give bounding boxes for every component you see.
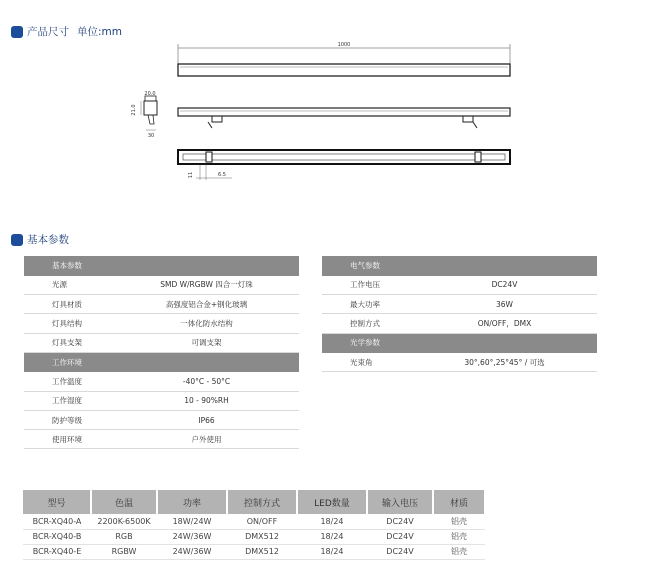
clip-label: 30: [147, 133, 155, 139]
param-value: 36W: [412, 295, 597, 314]
side-bracket-right-foot: [473, 122, 477, 128]
right-parameter-table: [322, 256, 597, 372]
table-group-header: [322, 333, 597, 352]
table-group-header: [24, 256, 299, 275]
spec-cell: BCR-XQ40-A: [23, 514, 91, 529]
group-title: 基本参数: [24, 256, 299, 275]
param-value: -40°C - 50°C: [114, 372, 299, 391]
group-title: 电气参数: [322, 256, 597, 275]
param-label: 防护等级: [24, 410, 114, 429]
spec-cell: 18/24: [297, 529, 367, 544]
bracket-label-left: 11: [188, 171, 194, 179]
table-row: [23, 514, 485, 529]
dimension-drawing: [120, 38, 520, 188]
table-row: [24, 333, 299, 352]
table-row: [322, 314, 597, 333]
param-value: 户外使用: [114, 430, 299, 449]
group-title: 光学参数: [322, 333, 597, 352]
table-row: [322, 295, 597, 314]
param-label: 灯具材质: [24, 295, 114, 314]
spec-header-cell: 控制方式: [227, 490, 297, 514]
left-parameter-table: [24, 256, 299, 449]
param-value: ON/OFF，DMX: [412, 314, 597, 333]
size-section-title: [11, 24, 122, 39]
profile-section: [144, 101, 157, 115]
spec-cell: DC24V: [367, 529, 433, 544]
spec-header-cell: 功率: [157, 490, 227, 514]
size-section-unit: 单位:mm: [77, 26, 122, 38]
side-bracket-left-foot: [208, 122, 212, 128]
basic-section-heading: 基本参数: [27, 234, 69, 246]
height-label: 21.0: [131, 104, 137, 116]
param-label: 工作电压: [322, 275, 412, 294]
spec-cell: DC24V: [367, 544, 433, 559]
table-row: [24, 295, 299, 314]
spec-header-cell: 材质: [433, 490, 485, 514]
group-title: 工作环境: [24, 352, 299, 371]
param-value: 高强度铝合金+钢化玻璃: [114, 295, 299, 314]
side-bracket-left: [212, 116, 222, 122]
table-group-header: [322, 256, 597, 275]
param-value: 10 - 90%RH: [114, 391, 299, 410]
spec-header-cell: 输入电压: [367, 490, 433, 514]
side-bracket-right: [463, 116, 473, 122]
param-label: 控制方式: [322, 314, 412, 333]
spec-cell: BCR-XQ40-E: [23, 544, 91, 559]
spec-header-cell: 色温: [91, 490, 157, 514]
basic-section-title: [11, 232, 69, 247]
spec-cell: DC24V: [367, 514, 433, 529]
length-label: 1000: [337, 42, 351, 48]
param-label: 灯具支架: [24, 333, 114, 352]
spec-cell: 18W/24W: [157, 514, 227, 529]
spec-header-row: [23, 490, 485, 514]
spec-cell: 2200K-6500K: [91, 514, 157, 529]
param-label: 最大功率: [322, 295, 412, 314]
section-bullet-icon: [11, 234, 23, 246]
bottom-mount-right: [475, 152, 481, 162]
size-section-heading: 产品尺寸: [27, 26, 69, 38]
table-row: [24, 410, 299, 429]
spec-cell: DMX512: [227, 544, 297, 559]
table-row: [23, 529, 485, 544]
bottom-mount-left: [206, 152, 212, 162]
spec-cell: 24W/36W: [157, 529, 227, 544]
spec-cell: 铝壳: [433, 529, 485, 544]
spec-cell: 18/24: [297, 544, 367, 559]
spec-cell: 24W/36W: [157, 544, 227, 559]
spec-cell: ON/OFF: [227, 514, 297, 529]
spec-cell: RGBW: [91, 544, 157, 559]
profile-bracket: [148, 115, 154, 124]
param-label: 光束角: [322, 352, 412, 371]
spec-cell: BCR-XQ40-B: [23, 529, 91, 544]
param-label: 工作温度: [24, 372, 114, 391]
param-value: DC24V: [412, 275, 597, 294]
spec-cell: RGB: [91, 529, 157, 544]
table-row: [24, 391, 299, 410]
spec-header-cell: LED数量: [297, 490, 367, 514]
table-row: [322, 352, 597, 371]
model-spec-table: [23, 490, 486, 560]
param-label: 使用环境: [24, 430, 114, 449]
param-value: IP66: [114, 410, 299, 429]
param-label: 工作湿度: [24, 391, 114, 410]
spec-cell: 铝壳: [433, 514, 485, 529]
spec-cell: DMX512: [227, 529, 297, 544]
table-row: [322, 275, 597, 294]
param-value: 30°,60°,25°45° / 可选: [412, 352, 597, 371]
table-row: [24, 430, 299, 449]
table-group-header: [24, 352, 299, 371]
section-bullet-icon: [11, 26, 23, 38]
table-row: [23, 544, 485, 559]
width-label: 20.0: [144, 91, 156, 97]
top-view-bar: [178, 64, 510, 76]
param-value: 可调支架: [114, 333, 299, 352]
param-value: SMD W/RGBW 四合一灯珠: [114, 275, 299, 294]
side-view-bar: [178, 108, 510, 116]
table-row: [24, 275, 299, 294]
param-label: 灯具结构: [24, 314, 114, 333]
bottom-view-channel: [183, 154, 505, 160]
table-row: [24, 372, 299, 391]
param-value: 一体化防水结构: [114, 314, 299, 333]
spec-header-cell: 型号: [23, 490, 91, 514]
bracket-label-right: 6.5: [218, 172, 226, 178]
spec-cell: 铝壳: [433, 544, 485, 559]
spec-cell: 18/24: [297, 514, 367, 529]
param-label: 光源: [24, 275, 114, 294]
table-row: [24, 314, 299, 333]
